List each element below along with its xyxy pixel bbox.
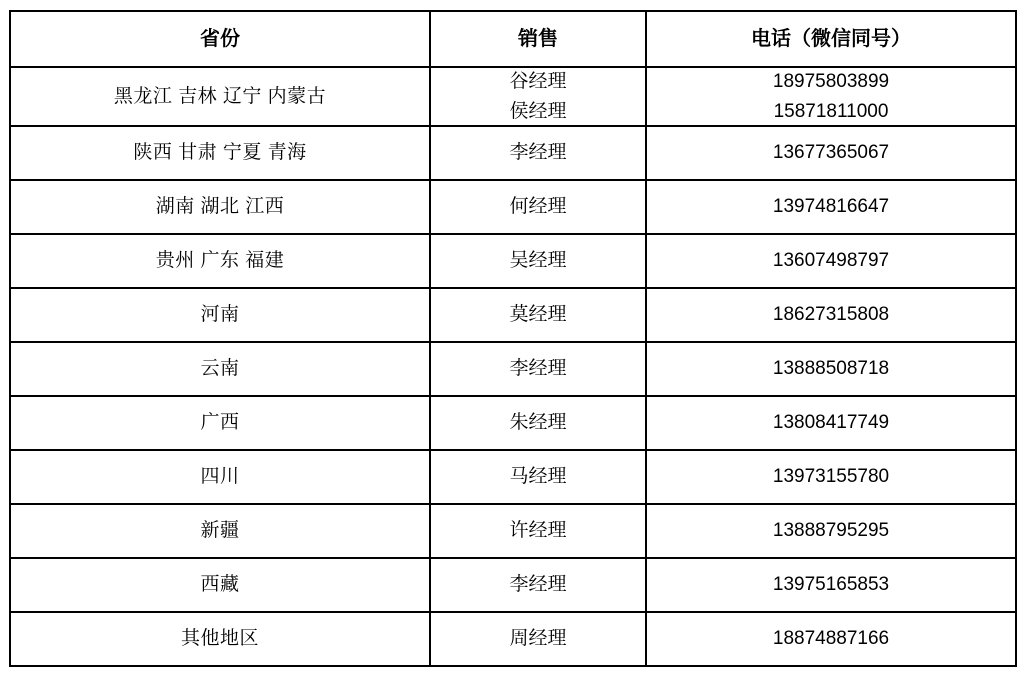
phone-cell: 13677365067 xyxy=(646,126,1016,180)
table-row xyxy=(10,180,1016,234)
column-header-sales: 销售 xyxy=(430,11,646,67)
sales-cell: 莫经理 xyxy=(430,288,646,342)
table-header-row xyxy=(10,11,1016,67)
table-row xyxy=(10,234,1016,288)
sales-name: 谷经理 xyxy=(509,71,567,92)
sales-cell: 周经理 xyxy=(430,612,646,666)
phone-cell: 18627315808 xyxy=(646,288,1016,342)
phone-cell: 18874887166 xyxy=(646,612,1016,666)
table-header xyxy=(10,11,1016,67)
phone-cell: 13808417749 xyxy=(646,396,1016,450)
table-row xyxy=(10,396,1016,450)
table-row xyxy=(10,612,1016,666)
phone-cell: 13973155780 xyxy=(646,450,1016,504)
province-cell: 西藏 xyxy=(10,558,430,612)
sales-cell: 李经理 xyxy=(430,558,646,612)
phone-cell: 13975165853 xyxy=(646,558,1016,612)
province-cell: 陕西 甘肃 宁夏 青海 xyxy=(10,126,430,180)
phone-cell: 13888508718 xyxy=(646,342,1016,396)
phone-numbers xyxy=(647,68,1015,125)
province-cell: 四川 xyxy=(10,450,430,504)
table-row xyxy=(10,504,1016,558)
province-cell: 广西 xyxy=(10,396,430,450)
sales-cell: 吴经理 xyxy=(430,234,646,288)
province-cell: 贵州 广东 福建 xyxy=(10,234,430,288)
province-cell: 云南 xyxy=(10,342,430,396)
sales-cell: 朱经理 xyxy=(430,396,646,450)
table-row xyxy=(10,342,1016,396)
phone-number: 18975803899 xyxy=(772,71,890,92)
sales-names xyxy=(431,68,645,125)
province-cell: 新疆 xyxy=(10,504,430,558)
sales-cell: 李经理 xyxy=(430,126,646,180)
table-row xyxy=(10,126,1016,180)
table-row xyxy=(10,288,1016,342)
phone-cell: 13974816647 xyxy=(646,180,1016,234)
sales-cell: 许经理 xyxy=(430,504,646,558)
sales-cell: 李经理 xyxy=(430,342,646,396)
province-cell: 河南 xyxy=(10,288,430,342)
sales-cell: 何经理 xyxy=(430,180,646,234)
sales-cell xyxy=(430,67,646,126)
column-header-phone: 电话（微信同号） xyxy=(646,11,1016,67)
phone-number: 15871811000 xyxy=(773,100,889,122)
province-cell: 其他地区 xyxy=(10,612,430,666)
sales-contact-table xyxy=(9,10,1017,667)
phone-cell xyxy=(646,67,1016,126)
province-cell: 黑龙江 吉林 辽宁 内蒙古 xyxy=(10,67,430,126)
table-body xyxy=(10,67,1016,666)
table-row xyxy=(10,67,1016,126)
table-row xyxy=(10,558,1016,612)
sales-name: 侯经理 xyxy=(509,100,567,122)
table-row xyxy=(10,450,1016,504)
column-header-province: 省份 xyxy=(10,11,430,67)
phone-cell: 13888795295 xyxy=(646,504,1016,558)
province-cell: 湖南 湖北 江西 xyxy=(10,180,430,234)
phone-cell: 13607498797 xyxy=(646,234,1016,288)
sales-cell: 马经理 xyxy=(430,450,646,504)
